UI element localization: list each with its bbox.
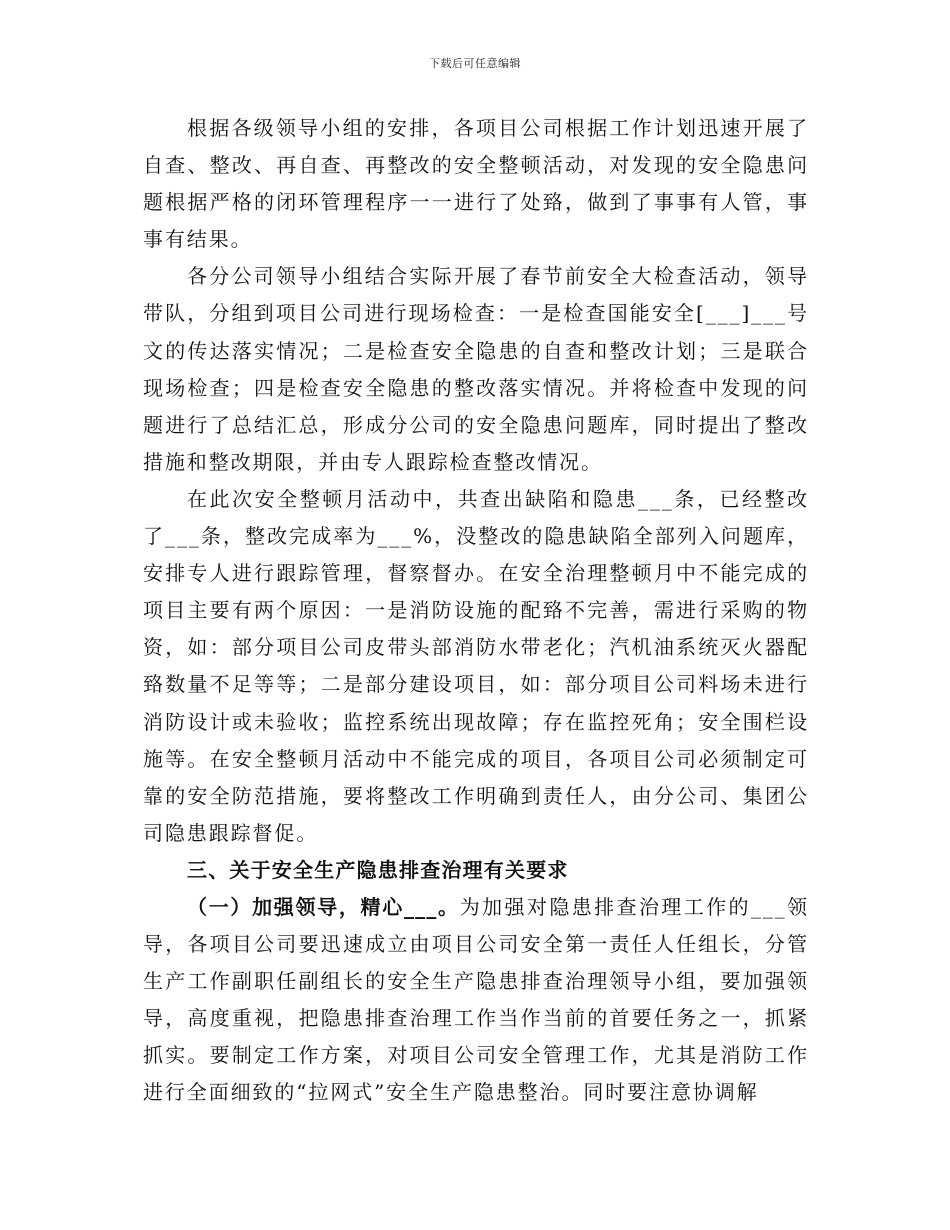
paragraph-lead: （一）加强领导，精心___。 <box>187 894 460 919</box>
paragraph-body: 为加强对隐患排查治理工作的___领导，各项目公司要迅速成立由项目公司安全第一责任人任组长，分管生产工作副职任副组长的安全生产隐患排查治理领导小组，要加强领导，高度重视，把隐患排查治理工作当作当前的首要任务之一，抓紧抓实。要制定工作方案，对项目公司安全管理工作，尤其是消防工作进行全面细致的“拉网式”安全生产隐患整治。同时要注意协调解 <box>143 894 809 1105</box>
paragraph-spring-festival-inspection: 各分公司领导小组结合实际开展了春节前安全大检查活动，领导带队，分组到项目公司进行现场检查：一是检查国能安全[___]___号文的传达落实情况；二是检查安全隐患的自查和整改计划；三是联合现场检查；四是检查安全隐患的整改落实情况。并将检查中发现的问题进行了总结汇总，形成分公司的安全隐患问题库，同时提出了整改措施和整改期限，并由专人跟踪检查整改情况。 <box>143 264 809 474</box>
paragraph-rectification-summary: 在此次安全整顿月活动中，共查出缺陷和隐患___条，已经整改了___条，整改完成率为___%，没整改的隐患缺陷全部列入问题库，安排专人进行跟踪管理，督察督办。在安全治理整顿月中不能完成的项目主要有两个原因：一是消防设施的配臵不完善，需进行采购的物资，如：部分项目公司皮带头部消防水带老化；汽机油系统灭火器配臵数量不足等等；二是部分建设项目，如：部分项目公司料场未进行消防设计或未验收；监控系统出现故障；存在监控死角；安全围栏设施等。在安全整顿月活动中不能完成的项目，各项目公司必须制定可靠的安全防范措施，要将整改工作明确到责任人，由分公司、集团公司隐患跟踪督促。 <box>143 486 809 845</box>
page-header: 下载后可任意编辑 <box>429 57 521 70</box>
paragraph-strengthen-leadership <box>143 889 809 1112</box>
document-body <box>143 110 809 1112</box>
paragraph-self-inspection: 根据各级领导小组的安排，各项目公司根据工作计划迅速开展了自查、整改、再自查、再整改的安全整顿活动，对发现的安全隐患问题根据严格的闭环管理程序一一进行了处臵，做到了事事有人管，事事有结果。 <box>143 116 809 252</box>
section-heading: 三、关于安全生产隐患排查治理有关要求 <box>187 857 569 882</box>
